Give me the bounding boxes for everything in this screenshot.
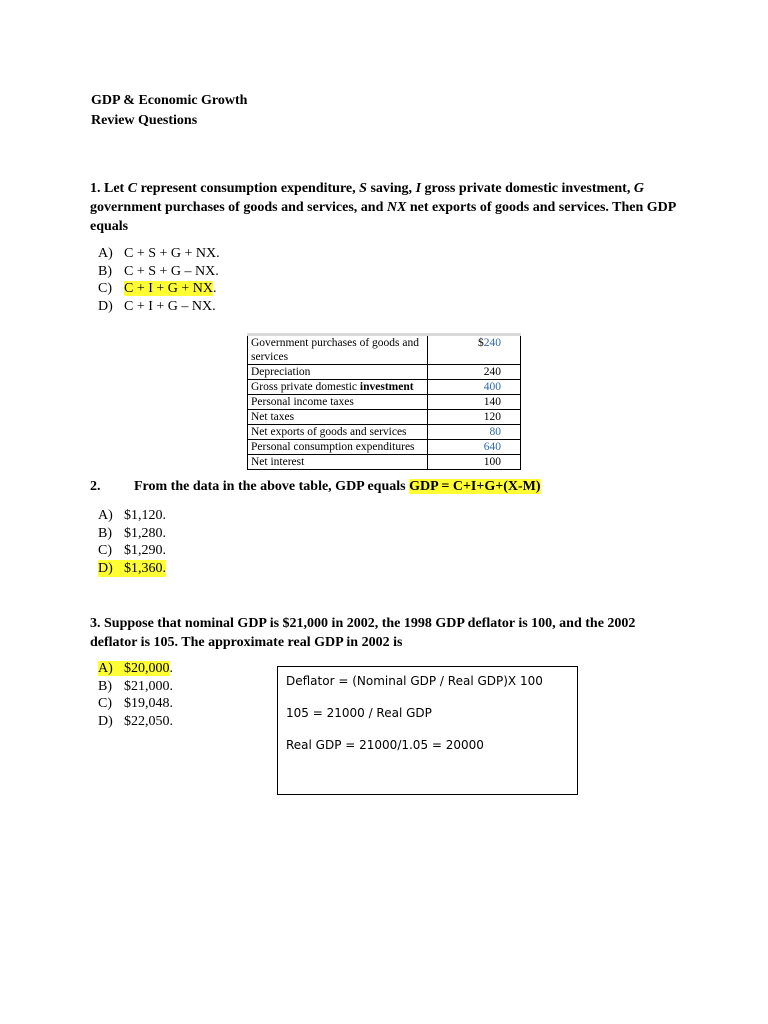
table-row	[248, 455, 521, 470]
table-cell-value: 240	[428, 365, 521, 380]
q3-option-d: D) $22,050.	[98, 713, 173, 729]
table-cell-value: $240	[428, 335, 521, 365]
q1-option-d: D) C + I + G – NX.	[98, 298, 216, 314]
q2-option-a: A) $1,120.	[98, 508, 166, 523]
q1-option-c: C) C + I + G + NX.	[98, 281, 217, 296]
table-row	[248, 440, 521, 455]
table-row	[248, 335, 521, 365]
q1-option-b: B) C + S + G – NX.	[98, 263, 219, 279]
table-cell-label: Government purchases of goods and services	[248, 335, 428, 365]
q2-option-d: D) $1,360.	[98, 560, 166, 576]
table-cell-label: Gross private domestic investment	[248, 380, 428, 395]
question-2-options	[98, 507, 166, 577]
table-row	[248, 410, 521, 425]
question-3-options	[98, 660, 173, 730]
work-line-1: Deflator = (Nominal GDP / Real GDP)X 100	[286, 674, 543, 688]
doc-title: GDP & Economic Growth	[91, 93, 248, 108]
highlighted-answer: C + I + G + NX	[124, 281, 214, 296]
q2-option-b: B) $1,280.	[98, 525, 166, 541]
table-row	[248, 380, 521, 395]
q3-option-c: C) $19,048.	[98, 696, 173, 711]
table-row	[248, 395, 521, 410]
question-1-text: 1. Let C represent consumption expenditure, S saving, I gross private domestic investment, G government purchases of goods and services, and NX net exports of goods and services. Then GDP equals	[90, 181, 676, 234]
table-cell-label: Depreciation	[248, 365, 428, 380]
q3-option-a: A) $20,000.	[98, 661, 173, 676]
table-cell-label: Net exports of goods and services	[248, 425, 428, 440]
table-cell-value: 640	[428, 440, 521, 455]
formula-highlight: GDP = C+I+G+(X-M)	[409, 479, 541, 494]
q3-option-b: B) $21,000.	[98, 678, 173, 694]
question-3-text: 3. Suppose that nominal GDP is $21,000 in 2002, the 1998 GDP deflator is 100, and the 2002 deflator is 105. The approximate real GDP in 2002 is	[90, 616, 636, 650]
table-cell-label: Personal income taxes	[248, 395, 428, 410]
table-cell-value: 140	[428, 395, 521, 410]
q1-option-a: A) C + S + G + NX.	[98, 246, 220, 261]
table-row	[248, 425, 521, 440]
q2-option-c: C) $1,290.	[98, 543, 166, 558]
question-2-text: 2. From the data in the above table, GDP equals GDP = C+I+G+(X-M)	[90, 479, 541, 494]
work-line-2: 105 = 21000 / Real GDP	[286, 706, 432, 720]
table-cell-value: 400	[428, 380, 521, 395]
table-cell-value: 80	[428, 425, 521, 440]
table-cell-label: Net interest	[248, 455, 428, 470]
table-cell-value: 100	[428, 455, 521, 470]
table-row	[248, 365, 521, 380]
doc-subtitle: Review Questions	[91, 113, 198, 128]
table-cell-value: 120	[428, 410, 521, 425]
work-box	[277, 666, 578, 795]
question-1-options	[98, 245, 220, 315]
table-cell-label: Net taxes	[248, 410, 428, 425]
work-line-3: Real GDP = 21000/1.05 = 20000	[286, 738, 484, 752]
gdp-data-table	[247, 333, 521, 470]
table-cell-label: Personal consumption expenditures	[248, 440, 428, 455]
